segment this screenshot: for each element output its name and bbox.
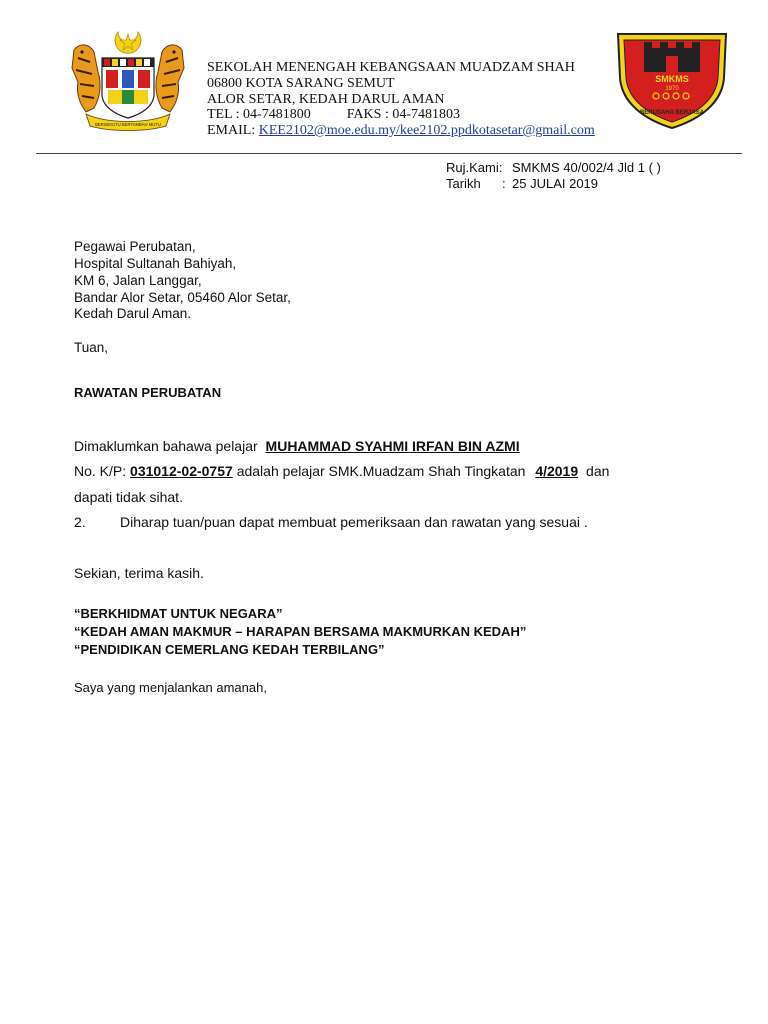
student-name: MUHAMMAD SYAHMI IRFAN BIN AZMI	[265, 438, 520, 454]
paragraph-2	[74, 514, 588, 530]
recipient-line: KM 6, Jalan Langgar,	[74, 273, 202, 288]
motto-line: “KEDAH AMAN MAKMUR – HARAPAN BERSAMA MAKMURKAN KEDAH”	[74, 624, 527, 639]
intro-text: Dimaklumkan bahawa pelajar	[74, 438, 258, 454]
recipient-line: Bandar Alor Setar, 05460 Alor Setar,	[74, 290, 291, 305]
paragraph-1-line-3: dapati tidak sihat.	[74, 489, 183, 505]
crest-right-year: 1970	[665, 86, 679, 92]
header-divider	[36, 153, 742, 154]
crest-right-motto: BERUSAHA BERJASA	[639, 110, 705, 116]
paragraph-1-line-2	[74, 463, 609, 479]
paragraph-1-line-1	[74, 438, 520, 454]
email-label: EMAIL:	[207, 123, 256, 138]
date-separator: :	[502, 176, 506, 191]
address-line-2: ALOR SETAR, KEDAH DARUL AMAN	[207, 92, 445, 107]
date-line	[446, 176, 598, 192]
ref-value: SMKMS 40/002/4 Jld 1 ( )	[512, 160, 661, 175]
recipient-line: Kedah Darul Aman.	[74, 306, 192, 321]
closing-text: Sekian, terima kasih.	[74, 565, 204, 581]
kp-value: 031012-02-0757	[130, 463, 233, 479]
middle-text: adalah pelajar SMK.Muadzam Shah Tingkatan	[236, 463, 526, 479]
school-name: SEKOLAH MENENGAH KEBANGSAAN MUADZAM SHAH	[207, 60, 575, 75]
subject-heading: RAWATAN PERUBATAN	[74, 385, 222, 400]
email-line	[207, 123, 595, 138]
reference-line	[446, 160, 661, 176]
paragraph-2-text: Diharap tuan/puan dapat membuat pemeriksaan dan rawatan yang sesuai .	[120, 514, 588, 530]
tel-number: TEL : 04-7481800	[207, 107, 311, 122]
date-value: 25 JULAI 2019	[512, 176, 599, 191]
ref-label: Ruj.Kami:	[446, 160, 503, 175]
paragraph-number: 2.	[74, 514, 86, 530]
form-value: 4/2019	[535, 463, 579, 479]
salutation: Tuan,	[74, 340, 109, 355]
recipient-line: Hospital Sultanah Bahiyah,	[74, 256, 237, 271]
fax-number: FAKS : 04-7481803	[346, 107, 460, 122]
address-line-1: 06800 KOTA SARANG SEMUT	[207, 76, 395, 91]
after-form-text: dan	[586, 463, 610, 479]
crest-right-name: SMKMS	[655, 74, 689, 84]
school-shield-icon	[612, 30, 732, 130]
national-coat-of-arms-icon	[66, 28, 190, 134]
kp-label: No. K/P:	[74, 463, 127, 479]
tel-line	[207, 107, 460, 122]
recipient-line: Pegawai Perubatan,	[74, 239, 196, 254]
motto-line: “BERKHIDMAT UNTUK NEGARA”	[74, 606, 283, 621]
crest-left-motto: BERSEKUTU BERTAMBAH MUTU	[95, 122, 161, 127]
email-link[interactable]: KEE2102@moe.edu.my/kee2102.ppdkotasetar@gmail.com	[258, 123, 595, 138]
date-label: Tarikh	[446, 176, 481, 191]
signoff-text: Saya yang menjalankan amanah,	[74, 680, 267, 695]
motto-line: “PENDIDIKAN CEMERLANG KEDAH TERBILANG”	[74, 642, 385, 657]
